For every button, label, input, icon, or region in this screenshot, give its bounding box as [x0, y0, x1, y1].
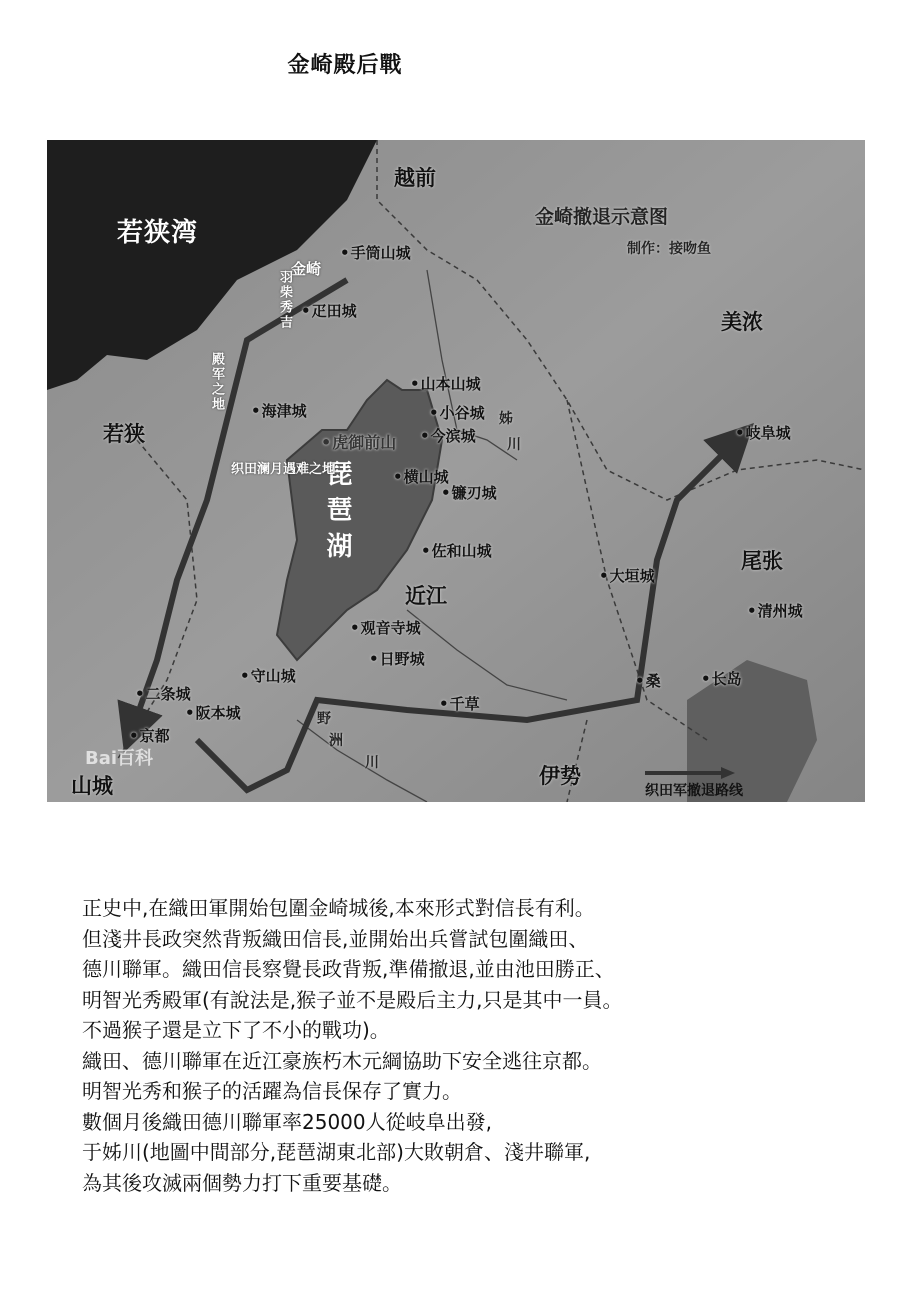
river-yasu-2: 洲: [329, 733, 343, 749]
paragraph-line: 但淺井長政突然背叛織田信長,並開始出兵嘗試包圍織田、: [82, 926, 589, 951]
paragraph-line: 明智光秀和猴子的活躍為信長保存了實力。: [82, 1079, 462, 1103]
map-title: 金崎撤退示意图: [535, 206, 669, 228]
paragraph-line: 于姊川(地圖中間部分,琵琶湖東北部)大敗朝倉、淺井聯軍,: [82, 1140, 591, 1164]
body-text: [82, 893, 842, 1198]
region-omi: 近江: [405, 584, 447, 608]
legend-arrow-icon: [645, 766, 735, 780]
region-yamashiro: 山城: [71, 774, 113, 798]
region-wakasa: 若狭: [103, 422, 145, 446]
city-kanegasaki: 金崎: [291, 260, 322, 278]
city-kuwana: • 桑: [635, 670, 661, 691]
city-imahama: • 今滨城: [420, 425, 476, 446]
sea-label: 若狭湾: [117, 218, 199, 248]
city-kaizu: • 海津城: [251, 400, 307, 421]
paragraph-line: 數個月後織田德川聯軍率25000人從岐阜出發,: [82, 1109, 492, 1134]
mountain-toragozen: • 虎御前山: [321, 430, 396, 453]
city-gifu: • 岐阜城: [735, 422, 791, 443]
city-sawayama: • 佐和山城: [421, 540, 492, 561]
city-sakamoto: • 阪本城: [185, 702, 241, 723]
region-mino: 美浓: [721, 310, 763, 334]
paragraph-line: 為其後攻滅兩個勢力打下重要基礎。: [82, 1170, 402, 1195]
region-ise: 伊势: [539, 764, 581, 788]
map-credit: 制作：接吻鱼: [627, 241, 711, 257]
city-odani: • 小谷城: [429, 402, 485, 423]
paragraph-line: 德川聯軍。織田信長察覺長政背叛,準備撤退,並由池田勝正、: [82, 957, 615, 981]
city-yamamotoyama: • 山本山城: [410, 373, 481, 394]
route-rear-label: 殿军之地: [209, 352, 224, 412]
city-nagashima: • 长岛: [701, 668, 742, 689]
paragraph-line: 不過猴子還是立下了不小的戰功)。: [82, 1018, 390, 1042]
paragraph-line: 正史中,在織田軍開始包圍金崎城後,本來形式對信長有利。: [82, 896, 595, 920]
river-ane-2: 川: [507, 437, 521, 453]
city-kannonji: • 观音寺城: [350, 617, 421, 638]
lake-label: 琵琶湖: [322, 460, 352, 568]
city-kiyosu: • 清州城: [747, 600, 803, 621]
city-hikida: • 疋田城: [301, 300, 357, 321]
region-owari: 尾张: [741, 549, 783, 573]
city-kyoto: • 京都: [129, 725, 170, 746]
city-kamahajime: • 镰刃城: [441, 482, 497, 503]
river-yasu-1: 野: [317, 711, 331, 727]
page-title: 金崎殿后戰: [287, 53, 403, 78]
city-moriyama: • 守山城: [240, 665, 296, 686]
paragraph-line: 明智光秀殿軍(有說法是,猴子並不是殿后主力,只是其中一員。: [82, 987, 623, 1012]
route-hideyoshi-label: 羽柴秀吉: [277, 270, 292, 330]
paragraph-line: 織田、德川聯軍在近江豪族朽木元綱協助下安全逃往京都。: [82, 1048, 602, 1073]
region-echizen: 越前: [394, 166, 436, 190]
legend-label: 织田军撤退路线: [645, 783, 743, 799]
river-ane-1: 姊: [499, 411, 513, 427]
watermark-logo: Bai百科: [85, 748, 154, 769]
river-yasu-3: 川: [365, 755, 379, 771]
city-chigusa: • 千草: [439, 693, 480, 714]
city-ogaki: • 大垣城: [599, 565, 655, 586]
city-yokoyama: • 横山城: [393, 466, 449, 487]
city-hino: • 日野城: [369, 648, 425, 669]
disaster-spot-label: 织田澜月遇难之地: [231, 462, 336, 477]
city-nijo: • 二条城: [135, 683, 191, 704]
city-teduyama: • 手筒山城: [340, 242, 411, 263]
